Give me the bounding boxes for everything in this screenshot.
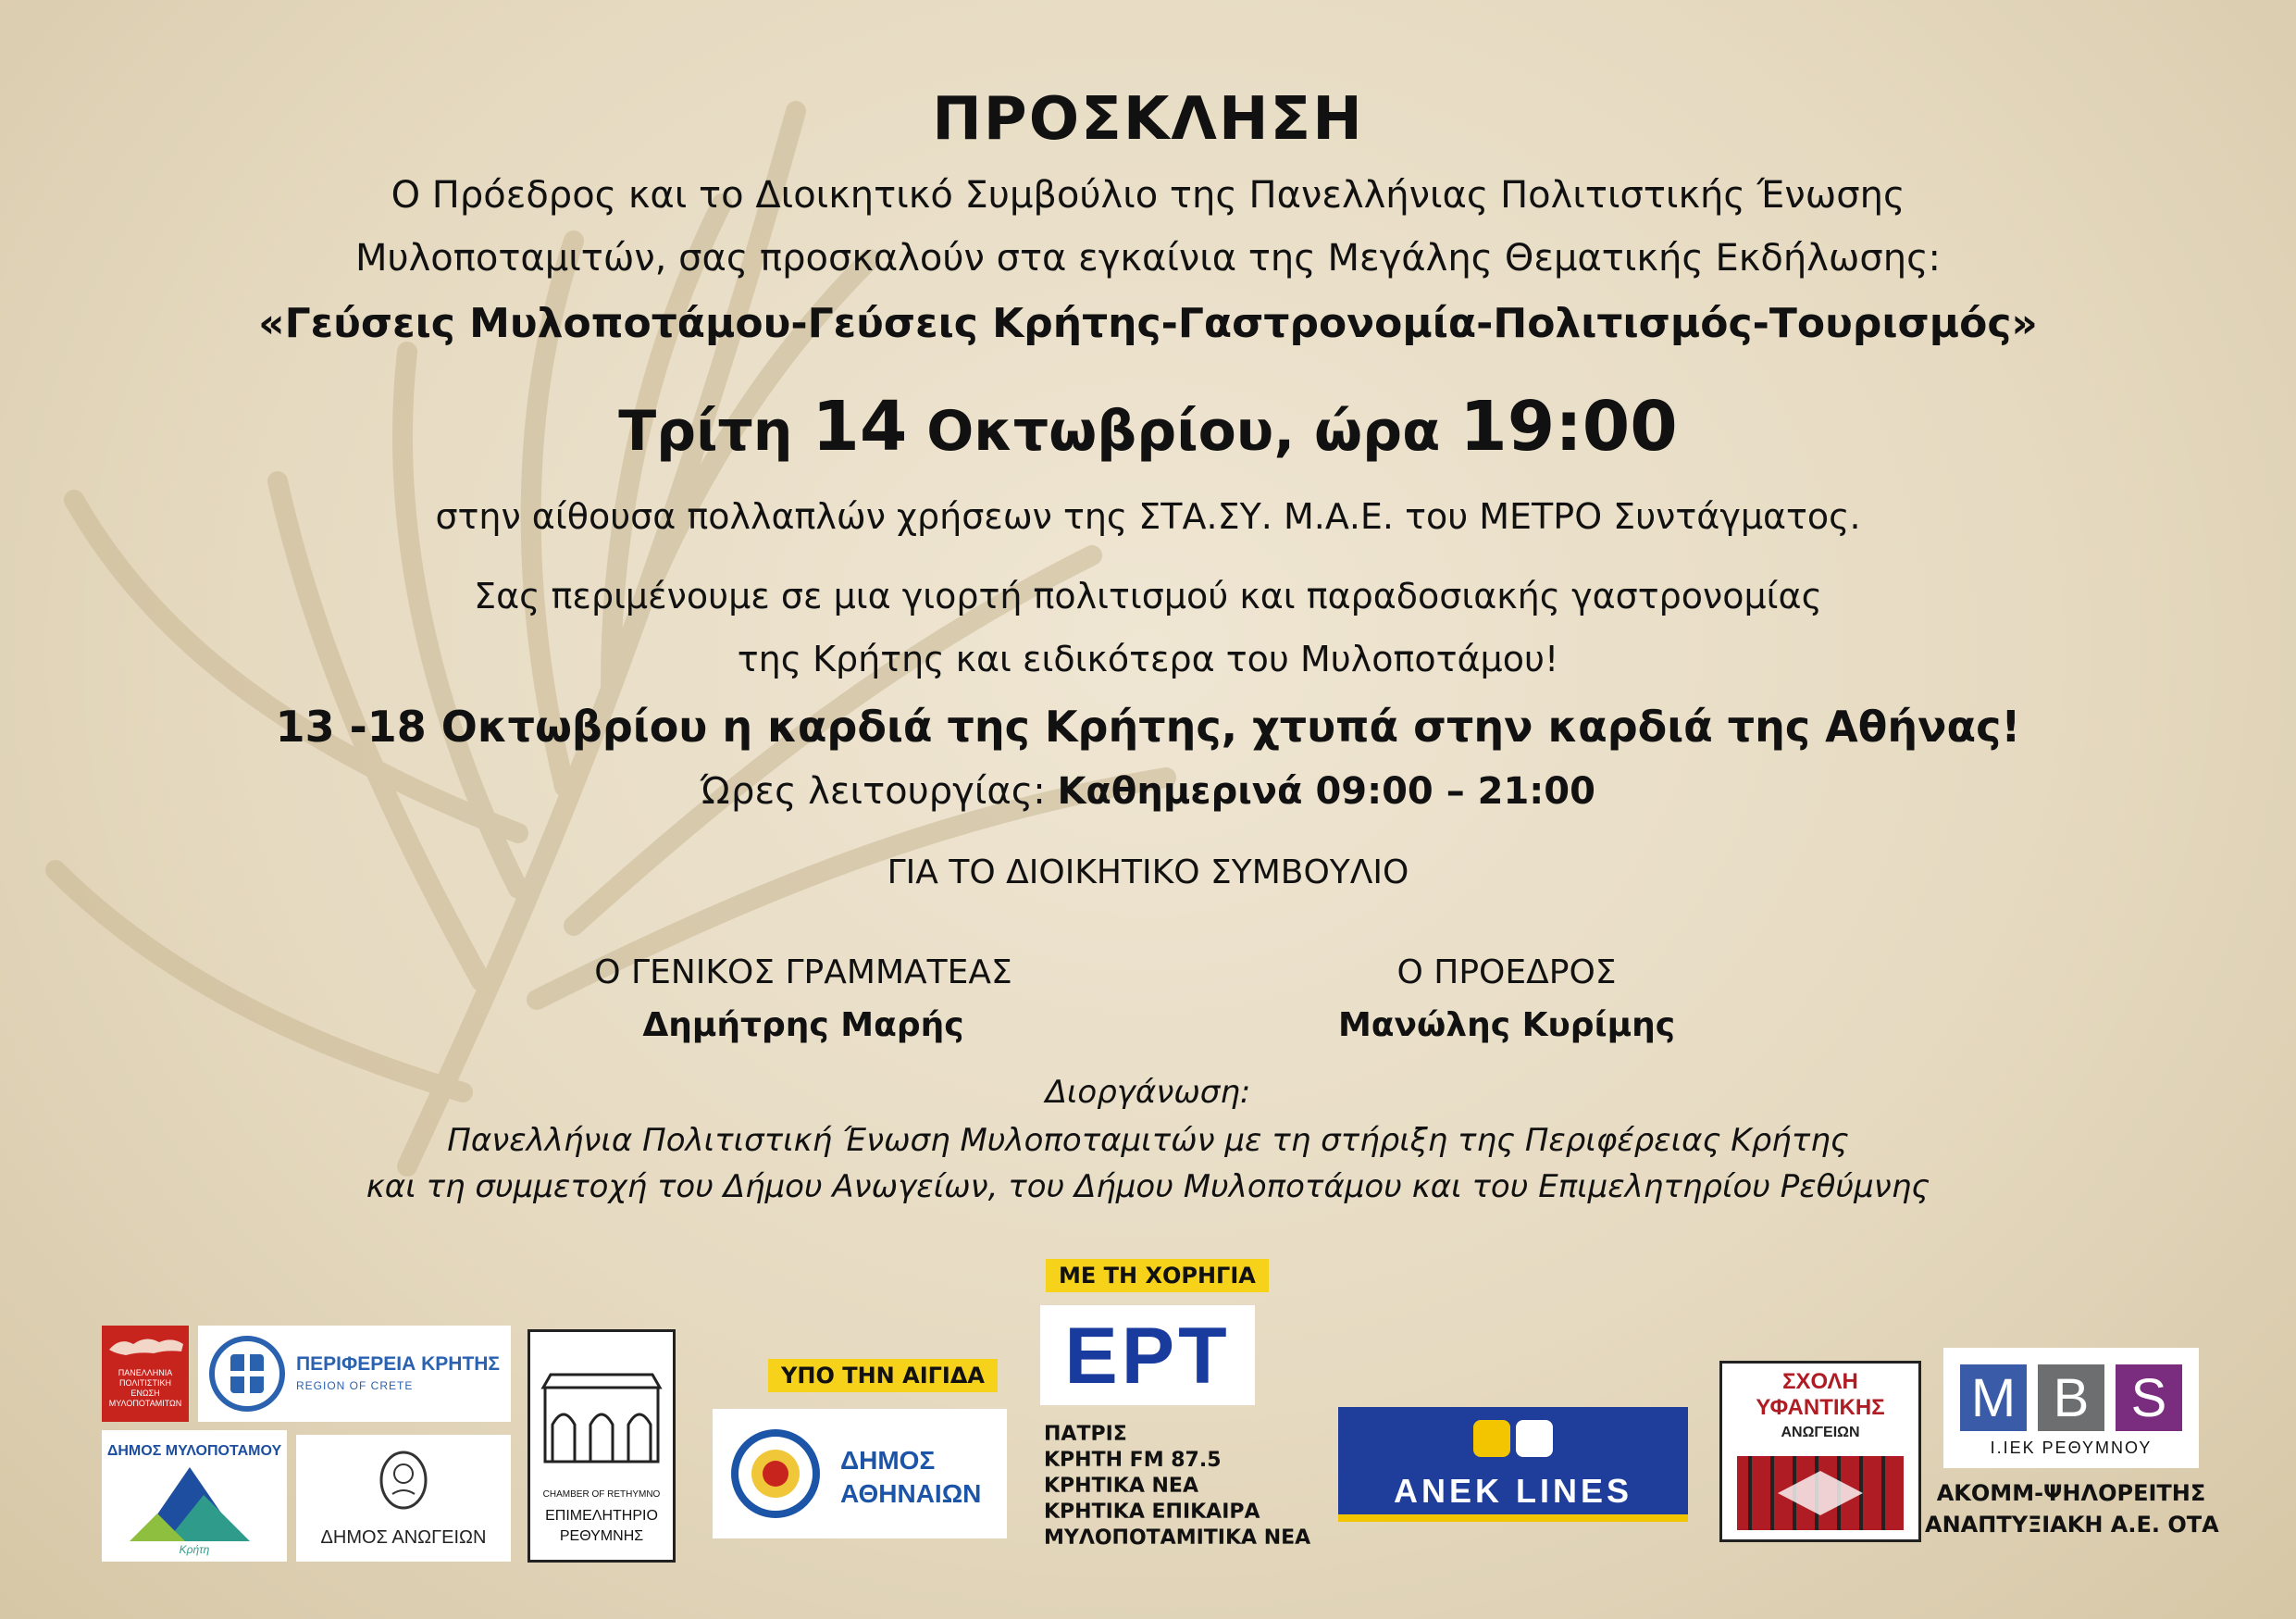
anogeia-text: ΔΗΜΟΣ ΑΝΩΓΕΙΩΝ [320,1527,487,1548]
mbs-b-box [2038,1364,2104,1431]
media-item: ΠΑΤΡΙΣ [1044,1423,1127,1446]
event-date-number: 14 [812,387,908,467]
event-venue: στην αίθουσα πολλαπλών χρήσεων της ΣΤΑ.ΣΥ. Μ.Α.Ε. του ΜΕΤΡΟ Συντάγματος. [435,496,1861,537]
president-name: Μανώλης Κυρίμης [1337,1006,1676,1044]
athens-seal-icon [729,1427,822,1520]
aegis-caption: ΥΠΟ ΤΗΝ ΑΙΓΙΔΑ [768,1359,998,1392]
ppem-logo [102,1326,189,1422]
page-title: ΠΡΟΣΚΛΗΣΗ [932,85,1364,154]
media-item: ΚΡΗΤΗ FM 87.5 [1044,1449,1222,1472]
perifereia-kritis-logo [198,1326,511,1422]
chamber-rethymno-logo [527,1329,676,1563]
weaving-school-logo [1719,1361,1921,1542]
media-item: ΚΡΗΤΙΚΑ ΕΠΙΚΑΙΡΑ [1044,1501,1260,1524]
event-month-time-label: Οκτωβρίου, ώρα [926,399,1441,464]
opening-hours [0,770,2296,813]
intro-line-1: Ο Πρόεδρος και το Διοικητικό Συμβούλιο της Πανελλήνιας Πολιτιστικής Ένωσης [391,174,1905,217]
anek-yellow-stripe [1338,1514,1688,1522]
chamber-greek-1: ΕΠΙΜΕΛΗΤΗΡΙΟ [545,1508,658,1524]
mbs-s-letter: S [2130,1368,2167,1428]
anek-emblem-icon [1473,1420,1553,1457]
greek-emblem-icon [207,1334,287,1414]
secretary-name: Δημήτρης Μαρής [642,1006,964,1044]
mbs-sub: Ι.ΙΕΚ ΡΕΘΥΜΝΟΥ [1990,1438,2153,1457]
event-title: «Γεύσεις Μυλοποτάμου-Γεύσεις Κρήτης-Γαστρονομία-Πολιτισμός-Τουρισμός» [258,300,2038,347]
akomm-text [1925,1477,2217,1540]
dimos-mylopotamou-logo [102,1430,287,1562]
perifereia-sub: REGION OF CRETE [296,1379,414,1392]
dimos-anogeion-logo [296,1435,511,1562]
ppem-text: ΠΑΝΕΛΛΗΝΙΑ ΠΟΛΙΤΙΣΤΙΚΗ ΕΝΩΣΗ ΜΥΛΟΠΟΤΑΜΙΤΩΝ [108,1368,182,1408]
athens-text-1: ΔΗΜΟΣ [840,1446,936,1475]
weaving-text-1: ΣΧΟΛΗ [1782,1369,1858,1394]
anogeia-emblem-icon [376,1448,431,1513]
dimos-athinaion-logo [713,1409,1007,1538]
mbs-m-box [1960,1364,2027,1431]
hours-value: Καθημερινά 09:00 – 21:00 [1057,770,1595,813]
arches-building-icon [530,1351,673,1480]
board-heading: ΓΙΑ ΤΟ ΔΙΟΙΚΗΤΙΚΟ ΣΥΜΒΟΥΛΙΟ [887,853,1409,891]
president-signature [1090,953,1923,1044]
mbs-iek-logo [1943,1348,2199,1468]
athens-text-2: ΑΘΗΝΑΙΩΝ [840,1479,982,1508]
ert-logo [1040,1305,1255,1405]
organization-line-2: και τη συμμετοχή του Δήμου Ανωγείων, του Δήμου Μυλοποτάμου και του Επιμελητηρίου Ρεθύμνης [366,1168,1930,1205]
chamber-greek-2: ΡΕΘΥΜΝΗΣ [559,1528,644,1544]
mbs-b-letter: B [2053,1368,2090,1428]
mylopotamos-sub: Κρήτη [179,1543,210,1556]
event-time: 19:00 [1459,387,1678,467]
president-role: Ο ΠΡΟΕΔΡΟΣ [1396,953,1617,991]
hours-label: Ώρες λειτουργίας: [701,770,1046,813]
media-item: ΜΥΛΟΠΟΤΑΜΙΤΙΚΑ ΝΕΑ [1044,1526,1311,1550]
welcome-line-1: Σας περιμένουμε σε μια γιορτή πολιτισμού και παραδοσιακής γαστρονομίας [474,576,1822,616]
organization-label: Διοργάνωση: [1045,1074,1251,1111]
secretary-role: Ο ΓΕΝΙΚΟΣ ΓΡΑΜΜΑΤΕΑΣ [594,953,1012,991]
mbs-s-box [2116,1364,2182,1431]
akomm-line-1: ΑΚΟΜΜ-ΨΗΛΟΡΕΙΤΗΣ [1936,1480,2206,1506]
weaving-text-3: ΑΝΩΓΕΙΩΝ [1781,1425,1860,1440]
intro-line-2: Μυλοποταμιτών, σας προσκαλούν στα εγκαίνια της Μεγάλης Θεματικής Εκδήλωσης: [354,237,1942,280]
organization-line-1: Πανελλήνια Πολιτιστική Ένωση Μυλοποταμιτών με τη στήριξη της Περιφέρειας Κρήτης [447,1122,1849,1159]
ert-media-list [1044,1422,1310,1551]
akomm-line-2: ΑΝΑΠΤΥΞΙΑΚΗ Α.Ε. ΟΤΑ [1925,1512,2219,1538]
anek-text: ANEK LINES [1393,1472,1633,1510]
sponsor-caption: ΜΕ ΤΗ ΧΟΡΗΓΙΑ [1046,1259,1269,1292]
mbs-m-letter: M [1970,1368,2017,1428]
loom-pattern-icon [1722,1451,1918,1539]
event-dates-line: 13 -18 Οκτωβρίου η καρδιά της Κρήτης, χτυπά στην καρδιά της Αθήνας! [275,702,2021,752]
chamber-english: CHAMBER OF RETHYMNO [542,1489,661,1500]
anek-lines-logo [1338,1407,1688,1522]
ert-text: ΕΡΤ [1064,1312,1231,1401]
mylopotamos-text: ΔΗΜΟΣ ΜΥΛΟΠΟΤΑΜΟΥ [106,1443,282,1459]
perifereia-name: ΠΕΡΙΦΕΡΕΙΑ ΚΡΗΤΗΣ [296,1353,501,1375]
weaving-text-2: ΥΦΑΝΤΙΚΗΣ [1756,1395,1885,1420]
event-date-line [0,387,2296,467]
crete-map-icon [102,1326,189,1363]
welcome-line-2: της Κρήτης και ειδικότερα του Μυλοποτάμου! [737,639,1559,679]
media-item: ΚΡΗΤΙΚΑ ΝΕΑ [1044,1475,1198,1498]
event-day: Τρίτη [618,399,793,464]
